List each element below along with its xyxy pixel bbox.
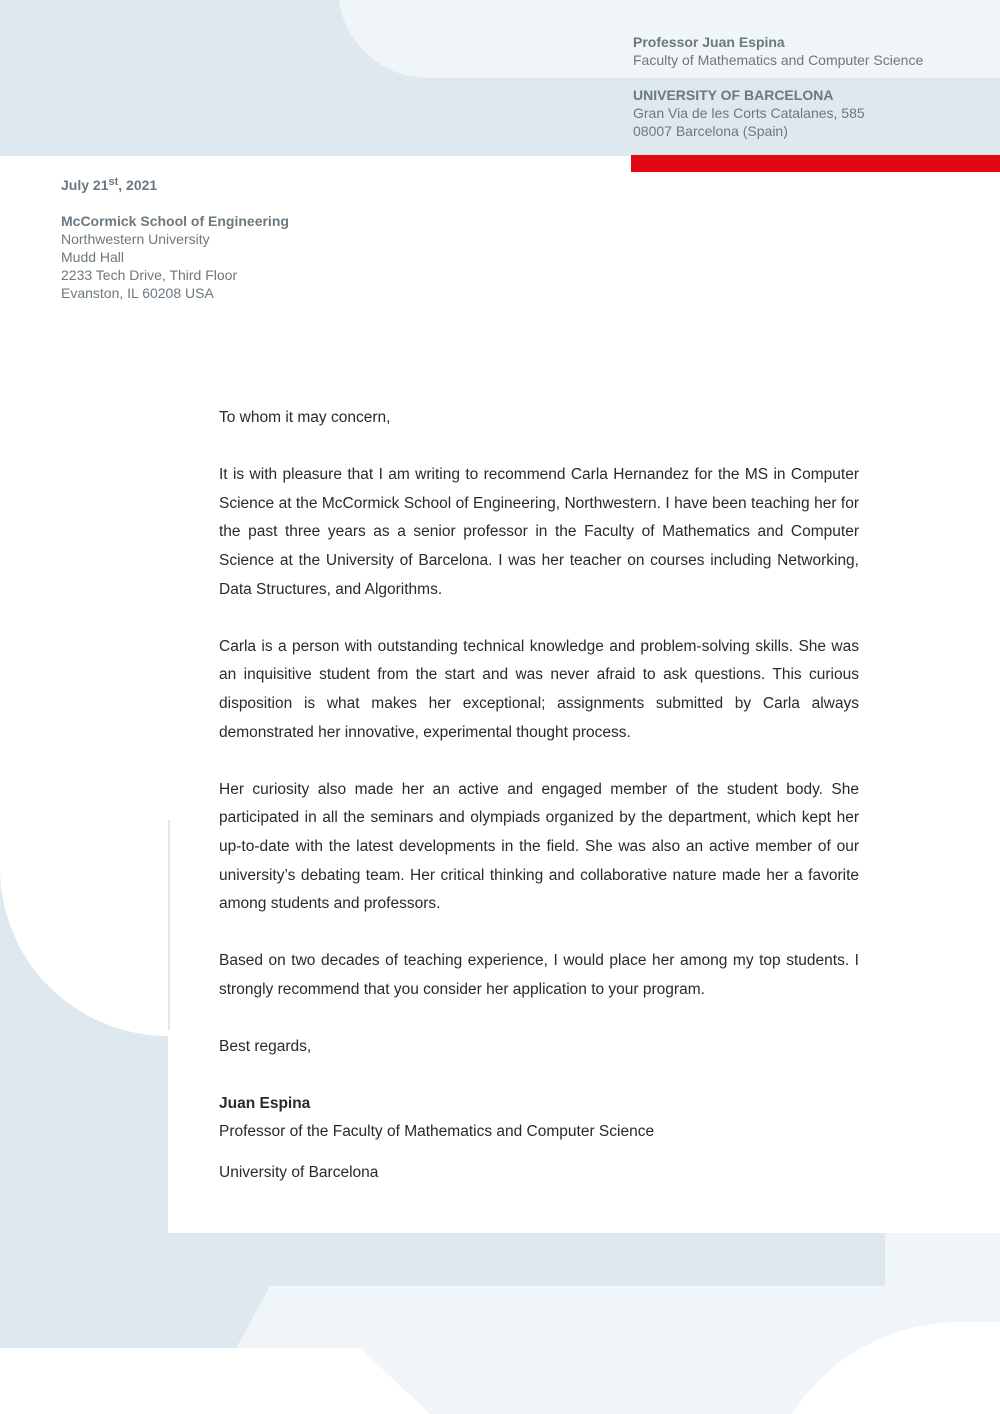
sender-address-line1: Gran Via de les Corts Catalanes, 585 [633, 105, 865, 121]
sender-university: UNIVERSITY OF BARCELONA [633, 87, 834, 103]
sender-block [633, 33, 923, 69]
closing: Best regards, [219, 1038, 312, 1056]
signature-university: University of Barcelona [219, 1163, 379, 1181]
accent-red-bar [631, 155, 1000, 172]
date-year: , 2021 [118, 177, 158, 193]
letter-date [61, 176, 157, 194]
recipient-line2: Mudd Hall [61, 249, 125, 265]
recipient-line3: 2233 Tech Drive, Third Floor [61, 267, 238, 283]
paragraph-2: Carla is a person with outstanding technical knowledge and problem-solving skills. She was an inquisitive student from the start and was never afraid to ask questions. This curious disposition is what makes her exceptional; assignments submitted by Carla always demonstrated her innovative, experimental thought process. [219, 637, 859, 741]
paragraph-1: It is with pleasure that I am writing to recommend Carla Hernandez for the MS in Computer Science at the McCormick School of Engineering, Northwestern. I have been teaching her for the past three years as a senior professor in the Faculty of Mathematics and Computer Science at the University of Barcelona. I was her teacher on courses including Networking, Data Structures, and Algorithms. [219, 466, 859, 598]
recipient-school: McCormick School of Engineering [61, 213, 289, 229]
date-suffix: st [108, 176, 119, 188]
paragraph-4: Based on two decades of teaching experience, I would place her among my top students. I strongly recommend that you consider her application to your program. [219, 952, 859, 998]
date-month-day: July 21 [61, 177, 109, 193]
recipient-block [61, 212, 289, 302]
recipient-line1: Northwestern University [61, 231, 210, 247]
sender-name: Professor Juan Espina [633, 34, 785, 50]
signature-name: Juan Espina [219, 1094, 311, 1112]
signature-title: Professor of the Faculty of Mathematics and Computer Science [219, 1123, 655, 1141]
salutation: To whom it may concern, [219, 409, 391, 426]
sender-address-block [633, 86, 865, 140]
paragraph-3: Her curiosity also made her an active and engaged member of the student body. She participated in all the seminars and olympiads organized by the department, which kept her up-to-date with the latest developments in the field. She was also an active member of our university’s debating team. Her critical thinking and collaborative nature made her a favorite among students and professors. [219, 780, 859, 913]
sender-address-line2: 08007 Barcelona (Spain) [633, 123, 788, 139]
sender-faculty: Faculty of Mathematics and Computer Science [633, 52, 924, 68]
recipient-line4: Evanston, IL 60208 USA [61, 285, 214, 301]
letter-body [219, 404, 859, 1187]
